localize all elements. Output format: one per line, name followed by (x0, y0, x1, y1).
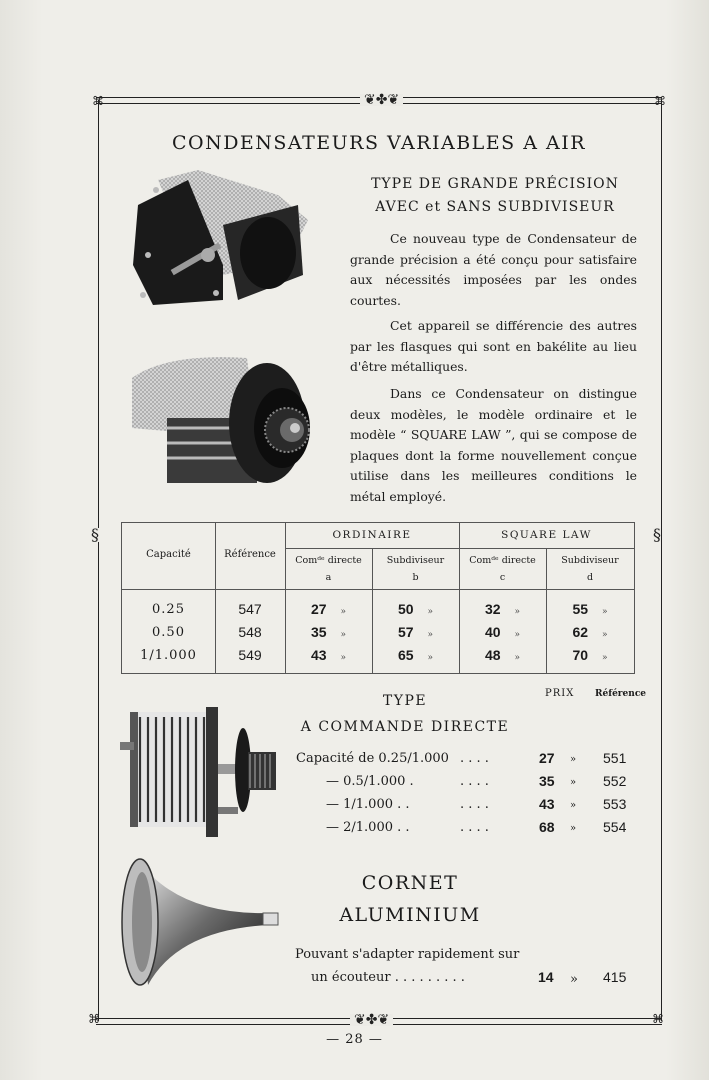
cell-c: 40 » (484, 624, 521, 640)
item-ditto: » (570, 800, 577, 811)
cornet-desc-line-1: Pouvant s'adapter rapidement sur (295, 947, 520, 962)
paragraph-3: Dans ce Condensateur on distingue deux modèles, le modèle ordinaire et le modèle “ SQUARE LAW ”, qui se compose de plaques dont la forme nouvellement conçue utilise dans les meilleures conditions le métal employé. (350, 386, 637, 504)
item-reference: 551 (603, 750, 627, 766)
cell-d: 55 » (572, 601, 608, 617)
header-reference-2: Référence (595, 689, 647, 699)
cornet-desc-line-2: un écouteur . . . . . . . . . (311, 970, 465, 985)
cornet-title-line-1: CORNET (361, 872, 459, 894)
item-prix: 43 (539, 796, 555, 812)
cornet-ditto: » (570, 972, 578, 987)
header-letter-b: b (412, 572, 419, 583)
item-ditto: » (570, 777, 577, 788)
header-subdiviseur-d: Subdiviseur (561, 555, 619, 566)
cell-reference: 549 (238, 647, 262, 663)
cornet-reference: 415 (603, 969, 627, 985)
paragraph-2: Cet appareil se différencie des autres par les flasques qui sont en bakélite au lieu d'être métalliques. (350, 318, 637, 374)
item-label: — 2/1.000 . . (326, 820, 410, 835)
top-ornament: ❦✤❦ (360, 94, 403, 106)
cornet-prix: 14 (538, 969, 554, 985)
left-side-ornament: § (91, 525, 99, 544)
item-label: — 0.5/1.000 . (326, 774, 414, 789)
cell-a: 35 » (310, 624, 347, 640)
corner-ornament-bl: ⌘ (88, 1012, 100, 1026)
cell-reference: 548 (238, 624, 262, 640)
header-letter-c: c (499, 572, 506, 583)
header-com-directe-a: Comᵈᵉ directe (295, 555, 362, 566)
header-prix: PRIX (545, 688, 575, 699)
header-ordinaire: ORDINAIRE (332, 529, 412, 541)
paragraph-1: Ce nouveau type de Condensateur de grande précision a été conçu pour satisfaire aux nécessités imposées par les ondes courtes. (350, 231, 637, 308)
item-reference: 552 (603, 773, 627, 789)
header-reference: Référence (224, 549, 276, 560)
item-reference: 553 (603, 796, 627, 812)
corner-ornament-br: ⌘ (652, 1012, 664, 1026)
type2-title-line-1: TYPE (382, 693, 428, 709)
item-dots: . . . . (460, 820, 489, 835)
cell-capacite: 0.25 (152, 602, 185, 617)
item-reference: 554 (603, 819, 627, 835)
cell-a: 27 » (310, 601, 347, 617)
cornet-title-line-2: ALUMINIUM (339, 904, 481, 926)
capacitor-image-2 (127, 348, 317, 498)
cell-d: 62 » (572, 624, 608, 640)
page-title: CONDENSATEURS VARIABLES A AIR (171, 132, 587, 154)
price-table (121, 522, 635, 674)
subtitle-line-1: TYPE DE GRANDE PRÉCISION (371, 176, 619, 192)
item-label: Capacité de 0.25/1.000 (296, 751, 449, 766)
item-prix: 68 (539, 819, 555, 835)
page-number: — 28 — (326, 1032, 383, 1047)
cell-c: 32 » (484, 601, 521, 617)
cell-b: 57 » (397, 624, 434, 640)
header-letter-a: a (325, 572, 332, 583)
item-label: — 1/1.000 . . (326, 797, 410, 812)
header-capacite: Capacité (146, 549, 191, 560)
cell-d: 70 » (572, 647, 608, 663)
right-side-ornament: § (653, 525, 661, 544)
item-dots: . . . . (460, 774, 489, 789)
item-ditto: » (570, 823, 577, 834)
header-subdiviseur-b: Subdiviseur (386, 555, 445, 566)
item-prix: 27 (539, 750, 555, 766)
cell-b: 65 » (397, 647, 434, 663)
subtitle-line-2: AVEC et SANS SUBDIVISEUR (375, 199, 615, 215)
corner-ornament-tl: ⌘ (92, 94, 104, 108)
cell-reference: 547 (238, 601, 262, 617)
horn-image (118, 855, 283, 990)
header-com-directe-c: Comᵈᵉ directe (469, 555, 536, 566)
capacitor-image-1 (128, 165, 313, 310)
capacitor-image-3 (118, 702, 283, 842)
header-letter-d: d (586, 572, 594, 583)
cell-b: 50 » (397, 601, 434, 617)
item-dots: . . . . (460, 797, 489, 812)
cell-c: 48 » (484, 647, 521, 663)
cell-capacite: 0.50 (152, 625, 185, 640)
type2-title-line-2: A COMMANDE DIRECTE (300, 719, 510, 735)
item-prix: 35 (539, 773, 555, 789)
bottom-ornament: ❦✤❦ (350, 1014, 393, 1026)
corner-ornament-tr: ⌘ (654, 94, 666, 108)
cell-capacite: 1/1.000 (140, 648, 197, 663)
item-ditto: » (570, 754, 577, 765)
item-dots: . . . . (460, 751, 489, 766)
cell-a: 43 » (310, 647, 347, 663)
header-square-law: SQUARE LAW (501, 529, 592, 541)
